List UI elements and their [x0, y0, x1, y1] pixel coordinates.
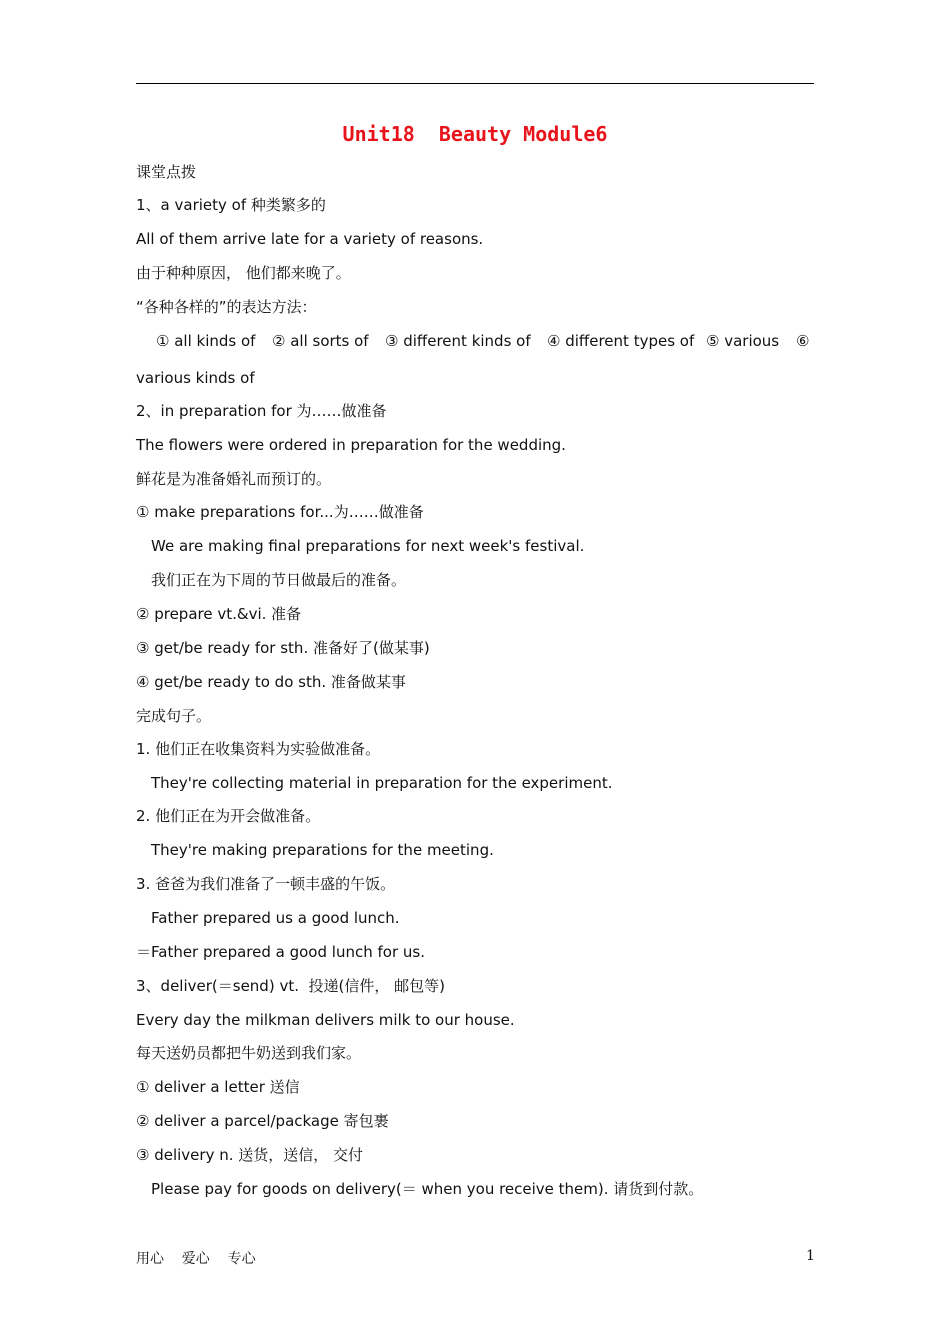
- page-title: Unit18 Beauty Module6: [342, 122, 608, 146]
- exercise-a1: They're collecting material in preparation for the experiment.: [151, 774, 613, 792]
- kinds-item: ① all kinds of: [156, 332, 256, 350]
- kinds-item: ⑤ various: [706, 332, 780, 350]
- exercise-a3-alt: ＝Father prepared a good lunch for us.: [136, 943, 425, 961]
- section-heading: 课堂点拨: [136, 163, 197, 181]
- item3-example-en: Every day the milkman delivers milk to our house.: [136, 1011, 515, 1029]
- item2-sub1-en: We are making final preparations for next week's festival.: [151, 537, 585, 555]
- item2-heading: 2、in preparation for 为……做准备: [136, 402, 387, 420]
- item2-sub3: ③ get/be ready for sth. 准备好了(做某事): [136, 639, 430, 657]
- kinds-item: ② all sorts of: [272, 332, 369, 350]
- item3-sub3: ③ delivery n. 送货，送信， 交付: [136, 1146, 364, 1164]
- item2-example-en: The flowers were ordered in preparation for the wedding.: [136, 436, 566, 454]
- item3-example-zh: 每天送奶员都把牛奶送到我们家。: [136, 1044, 362, 1062]
- exercise-heading: 完成句子。: [136, 707, 212, 725]
- item1-heading: 1、a variety of 种类繁多的: [136, 196, 326, 214]
- item2-sub1-zh: 我们正在为下周的节日做最后的准备。: [151, 571, 407, 589]
- exercise-a3: Father prepared us a good lunch.: [151, 909, 400, 927]
- exercise-q3: 3. 爸爸为我们准备了一顿丰盛的午饭。: [136, 875, 396, 893]
- item2-example-zh: 鲜花是为准备婚礼而预订的。: [136, 470, 332, 488]
- footer-motto: 用心 爱心 专心: [136, 1251, 256, 1267]
- kinds-continuation: various kinds of: [136, 369, 255, 387]
- exercise-q1: 1. 他们正在收集资料为实验做准备。: [136, 740, 381, 758]
- item2-sub1: ① make preparations for...为……做准备: [136, 503, 424, 521]
- kinds-item: ④ different types of: [547, 332, 695, 350]
- item2-sub2: ② prepare vt.&vi. 准备: [136, 605, 302, 623]
- item3-heading: 3、deliver(＝send) vt. 投递(信件， 邮包等): [136, 977, 445, 995]
- item1-expression-intro: “各种各样的”的表达方法：: [136, 298, 317, 316]
- item3-sub1: ① deliver a letter 送信: [136, 1078, 300, 1096]
- exercise-q2: 2. 他们正在为开会做准备。: [136, 807, 321, 825]
- kinds-item: ⑥: [796, 332, 810, 350]
- page-number: 1: [806, 1248, 815, 1264]
- item1-example-zh: 由于种种原因， 他们都来晚了。: [136, 264, 351, 282]
- kinds-item: ③ different kinds of: [385, 332, 531, 350]
- exercise-a2: They're making preparations for the meeting.: [151, 841, 494, 859]
- item3-sub3-example: Please pay for goods on delivery(＝ when you receive them). 请货到付款。: [151, 1180, 704, 1198]
- item3-sub2: ② deliver a parcel/package 寄包裹: [136, 1112, 389, 1130]
- item2-sub4: ④ get/be ready to do sth. 准备做某事: [136, 673, 406, 691]
- item1-example-en: All of them arrive late for a variety of reasons.: [136, 230, 484, 248]
- header-rule: [136, 83, 814, 84]
